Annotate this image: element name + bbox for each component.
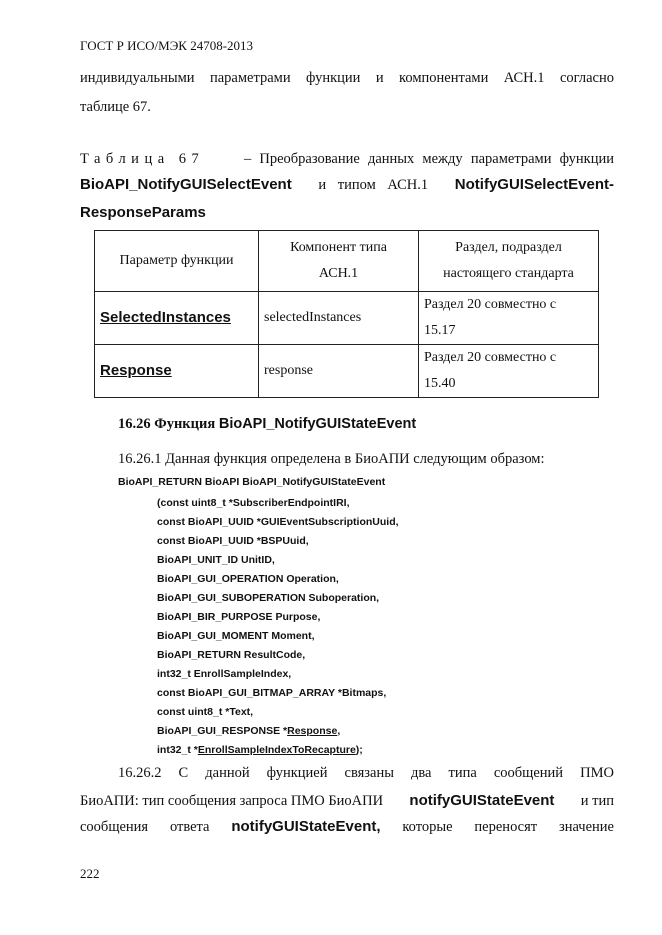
word: – — [244, 151, 252, 167]
row-param-cell — [95, 345, 259, 398]
header-cell-component — [259, 231, 419, 292]
code-link-enrollsampleindextorecapture[interactable]: EnrollSampleIndexToRecapture — [197, 744, 356, 756]
word: функции — [306, 70, 361, 86]
caption-function-name: BioAPI_NotifyGUISelectEvent — [80, 176, 292, 193]
row-section-cell — [419, 345, 599, 398]
word: параметрами — [470, 151, 552, 167]
caption-type-name-a: NotifyGUISelectEvent- — [454, 176, 614, 193]
para2-word: сообщения — [80, 819, 149, 835]
section-line-1: Раздел 20 совместно с — [424, 350, 557, 365]
page-number: 222 — [80, 866, 100, 881]
row-component-cell: selectedInstances — [259, 292, 419, 345]
code-response-type: BioAPI_GUI_RESPONSE * — [157, 725, 288, 737]
word: индивидуальными — [80, 70, 195, 86]
code-line: const BioAPI_UUID *BSPUuid, — [157, 535, 309, 547]
para2-line-2 — [80, 792, 614, 810]
table-header-row — [95, 231, 599, 292]
word: ПМО — [580, 765, 614, 781]
code-line: BioAPI_GUI_MOMENT Moment, — [157, 630, 315, 642]
header-col3-line1: Раздел, подраздел — [455, 240, 562, 255]
para2-word: переносят — [474, 819, 538, 835]
header-col3-line2: настоящего стандарта — [443, 266, 574, 281]
word: связаны — [344, 765, 394, 781]
word: и — [375, 70, 384, 86]
word: АСН.1 — [503, 70, 545, 86]
param-link-selectedinstances[interactable]: SelectedInstances — [100, 308, 231, 326]
header-col2-line2: АСН.1 — [318, 266, 359, 281]
code-line-response — [157, 725, 340, 737]
para2-line-1 — [118, 765, 614, 782]
table-caption-line-1 — [80, 151, 614, 168]
header-col2-line1: Компонент типа — [290, 240, 387, 255]
word: данной — [205, 765, 250, 781]
word: функции — [559, 151, 614, 167]
caption-type-name-b: ResponseParams — [80, 204, 206, 221]
table-caption-line-2 — [80, 176, 614, 194]
word: параметрами — [209, 70, 291, 86]
section-heading — [118, 416, 416, 433]
para2-line2-end: и тип — [580, 793, 614, 809]
code-line: BioAPI_BIR_PURPOSE Purpose, — [157, 611, 321, 623]
word: функцией — [266, 765, 328, 781]
code-comma: , — [337, 725, 341, 737]
code-line-last — [157, 744, 363, 756]
para2-response-message-name: notifyGUIStateEvent, — [231, 818, 381, 835]
code-line: BioAPI_GUI_OPERATION Operation, — [157, 573, 339, 585]
code-line: BioAPI_GUI_SUBOPERATION Suboperation, — [157, 592, 380, 604]
word: компонентами — [399, 70, 489, 86]
word: С — [178, 765, 189, 781]
code-link-response[interactable]: Response — [287, 725, 338, 737]
code-line: const BioAPI_UUID *GUIEventSubscriptionUuid, — [157, 516, 399, 528]
table-row — [95, 345, 599, 398]
code-line: const uint8_t *Text, — [157, 706, 254, 718]
word: 16.26.2 — [118, 765, 162, 781]
word: между — [422, 151, 463, 167]
para2-line2-start: БиоАПИ: тип сообщения запроса ПМО БиоАПИ — [80, 793, 384, 809]
table-row — [95, 292, 599, 345]
word: Преобразование — [259, 151, 360, 167]
para2-word: которые — [402, 819, 453, 835]
code-line: (const uint8_t *SubscriberEndpointIRI, — [157, 497, 350, 509]
header-cell-param: Параметр функции — [95, 231, 259, 292]
word: типа — [448, 765, 477, 781]
para2-word: ответа — [169, 819, 210, 835]
word: данных — [367, 151, 415, 167]
word: два — [411, 765, 432, 781]
param-link-response[interactable]: Response — [100, 361, 172, 379]
code-line: const BioAPI_GUI_BITMAP_ARRAY *Bitmaps, — [157, 687, 387, 699]
row-param-cell — [95, 292, 259, 345]
word: согласно — [559, 70, 614, 86]
section-function-name: BioAPI_NotifyGUIStateEvent — [218, 416, 417, 432]
intro-line-2: таблице 67. — [80, 99, 151, 115]
paragraph-16-26-1: 16.26.1 Данная функция определена в БиоАПИ следующим образом: — [118, 451, 545, 467]
row-component-cell: response — [259, 345, 419, 398]
code-line: BioAPI_RETURN ResultCode, — [157, 649, 306, 661]
word: сообщений — [493, 765, 564, 781]
para2-message-name: notifyGUIStateEvent — [409, 792, 555, 809]
table-caption-text — [244, 151, 614, 168]
table-caption-label: Таблица 67 — [80, 151, 205, 167]
header-cell-section — [419, 231, 599, 292]
code-line: BioAPI_UNIT_ID UnitID, — [157, 554, 275, 566]
caption-mid-text: и типом АСН.1 — [318, 177, 429, 193]
document-header: ГОСТ Р ИСО/МЭК 24708-2013 — [80, 38, 254, 53]
para2-line-3 — [80, 818, 614, 836]
intro-line-1 — [80, 70, 614, 87]
section-line-1: Раздел 20 совместно с — [424, 297, 557, 312]
section-line-2: 15.17 — [424, 323, 456, 338]
code-signature: BioAPI_RETURN BioAPI BioAPI_NotifyGUIStateEvent — [118, 476, 386, 488]
mapping-table — [94, 230, 599, 398]
code-line: int32_t EnrollSampleIndex, — [157, 668, 292, 680]
section-line-2: 15.40 — [424, 376, 456, 391]
para2-word: значение — [558, 819, 614, 835]
code-last-type: int32_t * — [157, 744, 198, 756]
code-close: ); — [355, 744, 363, 756]
section-number: 16.26 Функция — [118, 416, 216, 432]
row-section-cell — [419, 292, 599, 345]
